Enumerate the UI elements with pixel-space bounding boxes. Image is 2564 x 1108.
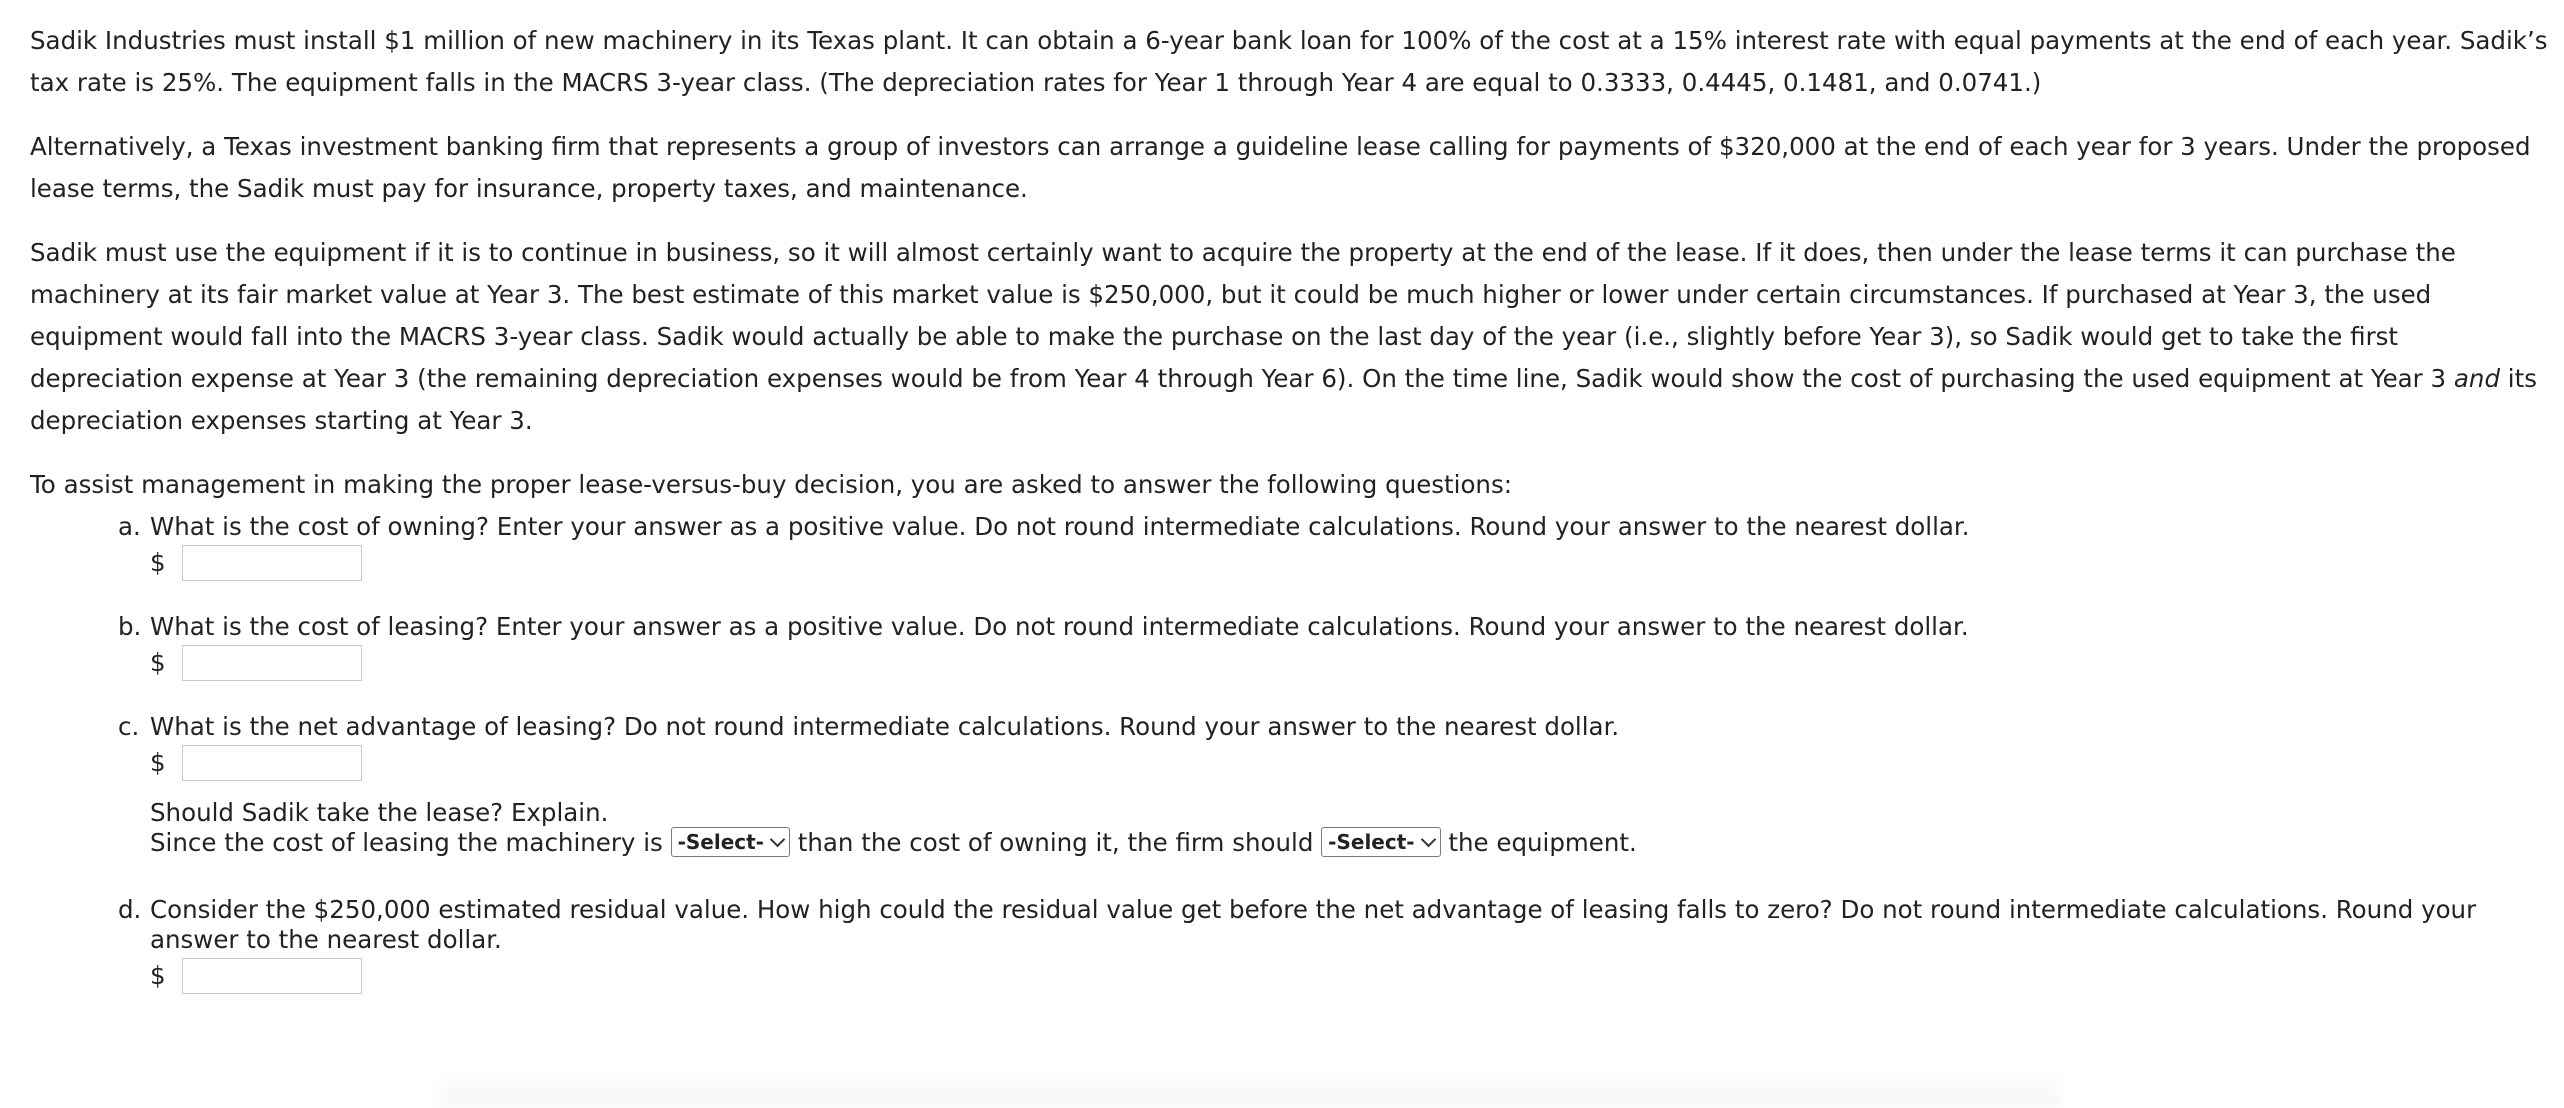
instructions-paragraph: To assist management in making the proper lease-versus-buy decision, you are asked to answer the following questions: bbox=[30, 470, 1512, 499]
question-text: What is the cost of leasing? Enter your answer as a positive value. Do not round intermediate calculations. Round your answer to the nearest dollar. bbox=[150, 612, 1969, 641]
question-d bbox=[118, 895, 2550, 997]
question-letter: b. bbox=[118, 612, 142, 641]
explain-sentence bbox=[150, 828, 2550, 859]
lease-paragraph: Alternatively, a Texas investment banking firm that represents a group of investors can arrange a guideline lease calling for payments of $320,000 at the end of each year for 3 years. Under the proposed lease terms, the Sadik must pay for insurance, property taxes, and maintenance. bbox=[30, 132, 2531, 203]
purchase-text-1: Sadik must use the equipment if it is to continue in business, so it will almost certainly want to acquire the property at the end of the lease. If it does, then under the lease terms it can purchase the machinery at its fair market value at Year 3. The best estimate of this market value is $250,000, but it could be much higher or lower under certain circumstances. If purchased at Year 3, the used equipment would fall into the MACRS 3-year class. Sadik would actually be able to make the purchase on the last day of the year (i.e., slightly before Year 3), so Sadik would get to take the first depreciation expense at Year 3 (the remaining depreciation expenses would be from Year 4 through Year 6). On the time line, Sadik would show the cost of purchasing the used equipment at Year 3 bbox=[30, 238, 2456, 393]
cost-of-owning-input[interactable] bbox=[182, 545, 362, 581]
question-text: Consider the $250,000 estimated residual value. How high could the residual value get before the net advantage of leasing falls to zero? Do not round intermediate calculations. Round your answer to the nearest dollar. bbox=[150, 895, 2477, 954]
explain-title: Should Sadik take the lease? Explain. bbox=[150, 798, 609, 827]
chevron-down-icon bbox=[770, 831, 786, 847]
question-b bbox=[118, 606, 2550, 684]
currency-symbol: $ bbox=[150, 548, 166, 577]
explain-text-3: the equipment. bbox=[1448, 828, 1637, 857]
currency-symbol: $ bbox=[150, 748, 166, 777]
question-letter: c. bbox=[118, 712, 140, 741]
answer-row bbox=[150, 955, 2550, 997]
currency-symbol: $ bbox=[150, 961, 166, 990]
explain-text-1: Since the cost of leasing the machinery is bbox=[150, 828, 663, 857]
purchase-paragraph bbox=[30, 232, 2550, 442]
answer-row bbox=[150, 542, 2550, 584]
comparison-select[interactable] bbox=[671, 827, 790, 857]
bottom-shadow bbox=[440, 1070, 2060, 1108]
question-letter: d. bbox=[118, 895, 142, 924]
action-select[interactable] bbox=[1321, 827, 1440, 857]
answer-row bbox=[150, 742, 2550, 784]
problem-content bbox=[30, 20, 2550, 1019]
chevron-down-icon bbox=[1420, 831, 1436, 847]
action-select-value: -Select- bbox=[1328, 830, 1415, 854]
cost-of-leasing-input[interactable] bbox=[182, 645, 362, 681]
purchase-text-2: its depreciation expenses starting at Year 3. bbox=[30, 364, 2537, 435]
explain-text-2: than the cost of owning it, the firm should bbox=[797, 828, 1314, 857]
question-text: What is the net advantage of leasing? Do not round intermediate calculations. Round your answer to the nearest dollar. bbox=[150, 712, 1620, 741]
purchase-text-emphasis: and bbox=[2453, 364, 2500, 393]
explain-block bbox=[150, 798, 2550, 859]
residual-value-input[interactable] bbox=[182, 958, 362, 994]
question-text: What is the cost of owning? Enter your answer as a positive value. Do not round intermediate calculations. Round your answer to the nearest dollar. bbox=[150, 512, 1970, 541]
question-letter: a. bbox=[118, 512, 141, 541]
questions-list bbox=[118, 506, 2550, 997]
answer-row bbox=[150, 642, 2550, 684]
question-c bbox=[118, 706, 2550, 895]
net-advantage-input[interactable] bbox=[182, 745, 362, 781]
question-a bbox=[118, 506, 2550, 584]
comparison-select-value: -Select- bbox=[677, 830, 764, 854]
currency-symbol: $ bbox=[150, 648, 166, 677]
intro-paragraph: Sadik Industries must install $1 million of new machinery in its Texas plant. It can obtain a 6-year bank loan for 100% of the cost at a 15% interest rate with equal payments at the end of each year. Sadik’s tax rate is 25%. The equipment falls in the MACRS 3-year class. (The depreciation rates for Year 1 through Year 4 are equal to 0.3333, 0.4445, 0.1481, and 0.0741.) bbox=[30, 26, 2548, 97]
